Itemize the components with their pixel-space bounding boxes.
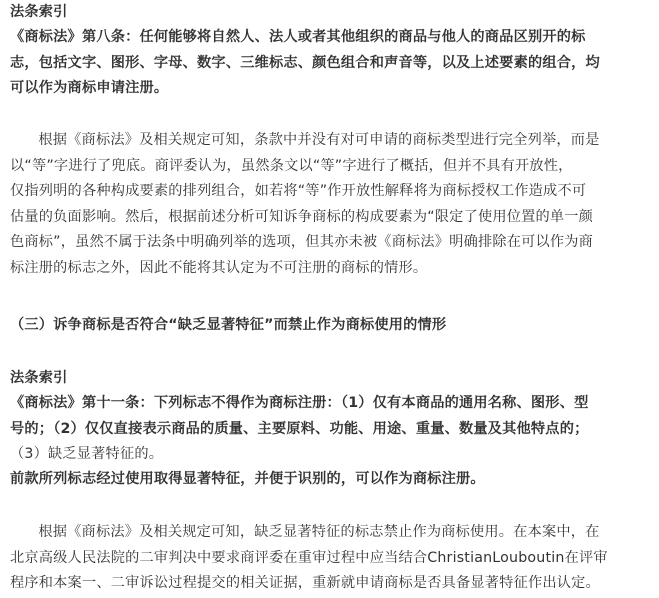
paragraph-line: 以“等”字进行了兜底。商评委认为，虽然条文以“等”字进行了概括，但并不具有开放性， bbox=[10, 157, 573, 174]
article-line: 《商标法》第十一条：下列标志不得作为商标注册：（1）仅有本商品的通用名称、图形、型 bbox=[10, 395, 589, 411]
trademark-law-article-8 bbox=[10, 25, 653, 102]
article-11-final-clause: 前款所列标志经过使用取得显著特征，并便于识别的，可以作为商标注册。 bbox=[10, 471, 485, 487]
article-line: 志，包括文字、图形、字母、数字、三维标志、颜色组合和声音等，以及上述要素的组合，均 bbox=[10, 54, 600, 71]
paragraph-line: 北京高级人民法院的二审判决中要求商评委在重审过程中应当结合ChristianLouboutin在评审 bbox=[10, 549, 608, 566]
paragraph-line: 估量的负面影响。然后，根据前述分析可知诉争商标的构成要素为“限定了使用位置的单一颜 bbox=[10, 208, 594, 225]
paragraph-line: 程序和本案一、二审诉讼过程提交的相关证据，重新就申请商标是否具备显著特征作出认定。 bbox=[10, 575, 600, 591]
article-line: 可以作为商标申请注册。 bbox=[10, 80, 169, 96]
paragraph-line: 根据《商标法》及相关规定可知，缺乏显著特征的标志禁止作为商标使用。在本案中，在 bbox=[38, 524, 600, 540]
section-heading-legal-index-2: 法条索引 bbox=[10, 370, 68, 386]
analysis-paragraph-1 bbox=[10, 128, 653, 281]
article-line: 《商标法》第八条：任何能够将自然人、法人或者其他组织的商品与他人的商品区别开的标 bbox=[10, 29, 586, 45]
section-title-3: （三）诉争商标是否符合“缺乏显著特征”而禁止作为商标使用的情形 bbox=[10, 317, 447, 333]
section-heading-legal-index-1: 法条索引 bbox=[10, 4, 68, 20]
article-line: （3）缺乏显著特征的。 bbox=[10, 446, 164, 462]
paragraph-line: 标注册的标志之外，因此不能将其认定为不可注册的商标的情形。 bbox=[10, 259, 428, 276]
paragraph-line: 色商标”，虽然不属于法条中明确列举的选项，但其亦未被《商标法》明确排除在可以作为商 bbox=[10, 234, 594, 250]
article-line: 号的；（2）仅仅直接表示商品的质量、主要原料、功能、用途、重量、数量及其他特点的； bbox=[10, 420, 589, 437]
analysis-paragraph-2 bbox=[10, 520, 653, 597]
paragraph-line: 仅指列明的各种构成要素的排列组合，如若将“等”作开放性解释将为商标授权工作造成不可 bbox=[10, 183, 587, 199]
paragraph-line: 根据《商标法》及相关规定可知，条款中并没有对可申请的商标类型进行完全列举，而是 bbox=[38, 132, 600, 148]
trademark-law-article-11 bbox=[10, 391, 653, 468]
